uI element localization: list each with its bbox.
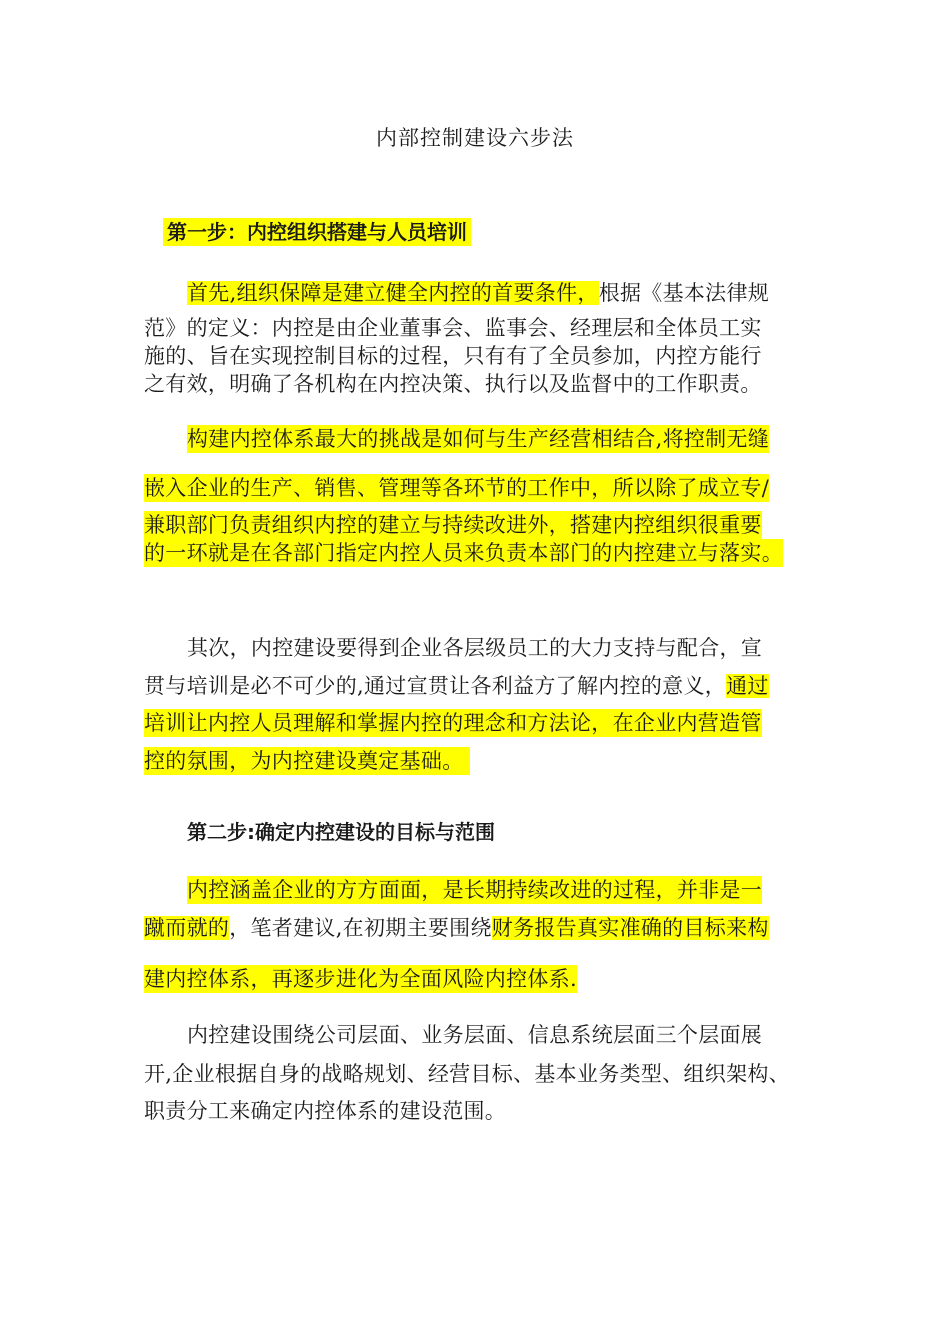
step2-p1-line2 — [144, 914, 769, 942]
step2-p2-line3: 职责分工来确定内控体系的建设范围。 — [144, 1099, 507, 1123]
highlight-span: 通过 — [726, 674, 769, 698]
step1-p2-line1: 构建内控体系最大的挑战是如何与生产经营相结合,将控制无缝 — [187, 427, 770, 451]
step1-p1-line1 — [187, 279, 769, 307]
step1-p2-line3: 兼职部门负责组织内控的建立与持续改进外，搭建内控组织很重要 — [144, 513, 762, 537]
step1-p1-line2: 范》的定义：内控是由企业董事会、监事会、经理层和全体员工实 — [144, 316, 762, 340]
document-title: 内部控制建设六步法 — [376, 126, 574, 150]
highlight-span: 财务报告真实准确的目标来构 — [491, 916, 769, 940]
step2-p1-line3: 建内控体系，再逐步进化为全面风险内控体系. — [144, 967, 577, 991]
step1-p3-line3: 培训让内控人员理解和掌握内控的理念和方法论，在企业内营造管 — [144, 711, 762, 735]
step1-p3-line2 — [144, 672, 769, 700]
step1-p1-line4: 之有效，明确了各机构在内控决策、执行以及监督中的工作职责。 — [144, 372, 762, 396]
highlight-span: 蹴而就的 — [144, 916, 230, 940]
step1-p3-line1: 其次，内控建设要得到企业各层级员工的大力支持与配合，宣 — [187, 636, 763, 660]
step2-p1-line1: 内控涵盖企业的方方面面，是长期持续改进的过程，并非是一 — [187, 878, 763, 902]
step1-p2-line4: 的一环就是在各部门指定内控人员来负责本部门的内控建立与落实。 — [144, 541, 783, 565]
text-span: 根据《基本法律规 — [598, 281, 770, 305]
step2-p2-line1: 内控建设围绕公司层面、业务层面、信息系统层面三个层面展 — [187, 1023, 763, 1047]
step1-p3-line4: 控的氛围，为内控建设奠定基础。 — [144, 747, 470, 775]
step1-p2-line2: 嵌入企业的生产、销售、管理等各环节的工作中，所以除了成立专/ — [144, 476, 770, 500]
step1-heading: 第一步：内控组织搭建与人员培训 — [163, 218, 471, 246]
highlight-span: 首先,组织保障是建立健全内控的首要条件， — [187, 281, 599, 305]
text-span: ，笔者建议,在初期主要围绕 — [229, 916, 492, 940]
text-span: 贯与培训是必不可少的,通过宣贯让各利益方了解内控的意义， — [144, 674, 727, 698]
step2-heading: 第二步:确定内控建设的目标与范围 — [187, 820, 495, 844]
step1-p1-line3: 施的、旨在实现控制目标的过程，只有有了全员参加，内控方能行 — [144, 344, 762, 368]
step2-p2-line2: 开,企业根据自身的战略规划、经营目标、基本业务类型、组织架构、 — [144, 1062, 790, 1086]
